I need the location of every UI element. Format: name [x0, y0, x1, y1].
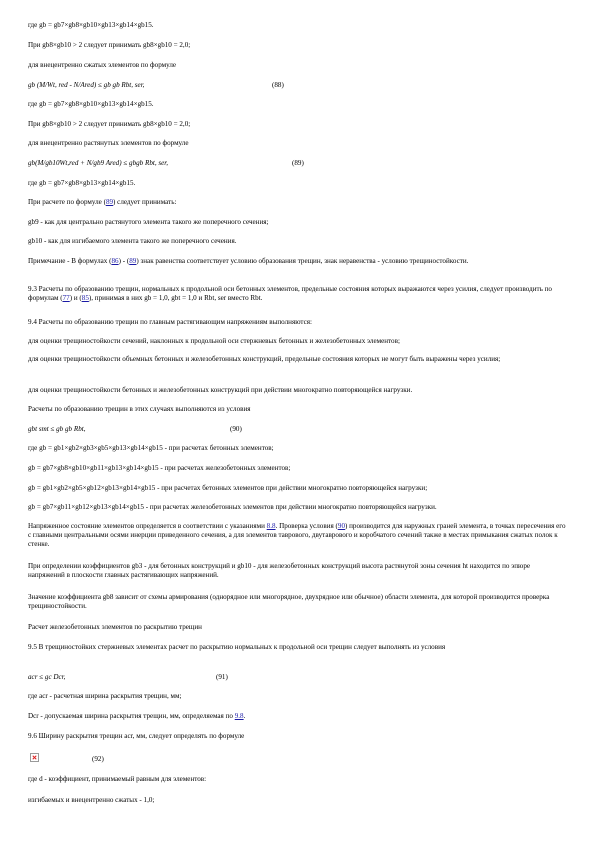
text-line: для внецентренно сжатых элементов по формуле	[28, 61, 177, 69]
text-fragment: При расчете по формуле (	[28, 198, 106, 206]
paragraph-9-5: 9.5 В трещиностойких стержневых элементах расчет по раскрытию нормальных к продольной оси трещин следует выполнять из условия	[28, 643, 446, 651]
text-line: При gb8×gb10 > 2 следует принимать gb8×gb10 = 2,0;	[28, 41, 191, 49]
text-line: где gb = gb7×gb8×gb10×gb13×gb14×gb15.	[28, 100, 154, 108]
text-line: gb = gb7×gb8×gb10×gb11×gb13×gb14×gb15 - при расчетах железобетонных элементов;	[28, 464, 291, 472]
formula-number-92: (92)	[92, 755, 104, 763]
text-fragment: Напряженное состояние элементов определяется в соответствии с указаниями	[28, 522, 267, 530]
text-line: Расчеты по образованию трещин в этих случаях выполняются из условия	[28, 405, 251, 413]
text-paragraph	[28, 522, 568, 549]
formula-88: gb (M/Wt, red - N/Ared) ≤ gb gb Rbt, ser,	[28, 81, 145, 89]
paragraph-9-4: 9.4 Расчеты по образованию трещин по главным растягивающим напряжениям выполняются:	[28, 318, 312, 326]
text-fragment: ) знак равенства соответствует условию образования трещин, знак неравенства - условию трещиностойкости.	[136, 257, 469, 265]
text-line: для внецентренно растянутых элементов по формуле	[28, 139, 189, 147]
text-line: gb10 - как для изгибаемого элемента такого же поперечного сечения.	[28, 237, 237, 245]
text-line: где d - коэффициент, принимаемый равным для элементов:	[28, 775, 207, 783]
text-fragment: ) - (	[118, 257, 130, 265]
formula-link-86[interactable]: 86	[111, 257, 119, 265]
text-line: где acr - расчетная ширина раскрытия трещин, мм;	[28, 692, 182, 700]
section-heading: Расчет железобетонных элементов по раскрытию трещин	[28, 623, 202, 631]
text-line: gb = gb7×gb11×gb12×gb13×gb14×gb15 - при расчетах железобетонных элементов при действии многократно повторяющейся нагрузки.	[28, 503, 437, 511]
text-paragraph: При определении коэффициентов gb3 - для бетонных конструкций и gb10 - для железобетонных конструкций высота растянутой зоны сечения ht находится по эпюре напряжений в плоскости главных растягивающих напряжений.	[28, 562, 531, 579]
formula-link-89[interactable]: 89	[129, 257, 137, 265]
text-line: При gb8×gb10 > 2 следует принимать gb8×gb10 = 2,0;	[28, 120, 191, 128]
text-line: где gb = gb7×gb8×gb13×gb14×gb15.	[28, 179, 136, 187]
formula-number-88: (88)	[272, 81, 284, 89]
formula-link-85[interactable]: 85	[81, 294, 89, 302]
formula-91: acr ≤ gc Dcr,	[28, 673, 66, 681]
text-fragment: Dcr - допускаемая ширина раскрытия трещин, мм, определяемая по	[28, 712, 235, 720]
text-fragment: Примечание - В формулах (	[28, 257, 112, 265]
text-line: gb9 - как для центрально растянутого элемента такого же поперечного сечения;	[28, 218, 269, 226]
formula-number-90: (90)	[230, 425, 242, 433]
text-fragment: ), принимая в них gb = 1,0, gbt = 1,0 и Rbt, ser вместо Rbt.	[88, 294, 263, 302]
formula-number-89: (89)	[292, 159, 304, 167]
broken-image-icon	[30, 753, 39, 762]
note-paragraph	[28, 257, 568, 266]
text-line: для оценки трещиностойкости бетонных и железобетонных конструкций при действии многократно повторяющейся нагрузки.	[28, 386, 413, 394]
formula-link-89[interactable]: 89	[105, 198, 114, 206]
text-line	[28, 198, 568, 207]
section-link-8-8[interactable]: 8.8	[266, 522, 276, 530]
text-fragment: ) производится для наружных граней элемента, в точках пересечения его с главными центральными осями инерции приведенного сечения, а для элементов таврового, двутаврового и коробчатого сечений также в местах примыкания сжатых полок к стенке.	[28, 522, 566, 548]
text-line: где gb = gb7×gb8×gb10×gb13×gb14×gb15.	[28, 21, 154, 29]
formula-number-91: (91)	[216, 673, 228, 681]
formula-89: gb(M/gb10Wt,red + N/gb9 Ared) ≤ gbgb Rbt, ser,	[28, 159, 169, 167]
text-paragraph: Значение коэффициента gb8 зависит от схемы армирования (однорядное или многорядное, двухрядное или обычное) области элемента, для которой производится проверка трещиностойкости.	[28, 593, 550, 610]
text-line: для оценки трещиностойкости сечений, наклонных к продольной оси стержневых бетонных и железобетонных элементов;	[28, 337, 400, 345]
text-paragraph: для оценки трещиностойкости объемных бетонных и железобетонных конструкций, предельные состояния которых не могут быть выражены через усилия;	[28, 355, 501, 363]
text-fragment: ) и (	[69, 294, 82, 302]
text-fragment: 9.3 Расчеты по образованию трещин, нормальных к продольной оси бетонных элементов, предельные состояния которых выражаются через усилия, следует производить по формулам (	[28, 285, 552, 302]
paragraph-9-3	[28, 285, 568, 303]
formula-90: gbt smt ≤ gb gb Rbt,	[28, 425, 86, 433]
section-link-9-8[interactable]: 9.8	[234, 712, 244, 720]
text-line: изгибаемых и внецентренно сжатых - 1,0;	[28, 796, 155, 804]
paragraph-9-6: 9.6 Ширину раскрытия трещин acr, мм, следует определять по формуле	[28, 732, 245, 740]
formula-link-90[interactable]: 90	[337, 522, 345, 530]
text-fragment: . Проверка условия (	[275, 522, 338, 530]
text-line: где gb = gb1×gb2×gb3×gb5×gb13×gb14×gb15 - при расчетах бетонных элементов;	[28, 444, 274, 452]
text-line	[28, 712, 568, 721]
text-fragment: .	[243, 712, 246, 720]
formula-link-77[interactable]: 77	[62, 294, 70, 302]
text-line: gb = gb1×gb2×gb5×gb12×gb13×gb14×gb15 - при расчетах бетонных элементов при действии многократно повторяющейся нагрузки;	[28, 484, 428, 492]
text-fragment: ) следует принимать:	[113, 198, 177, 206]
